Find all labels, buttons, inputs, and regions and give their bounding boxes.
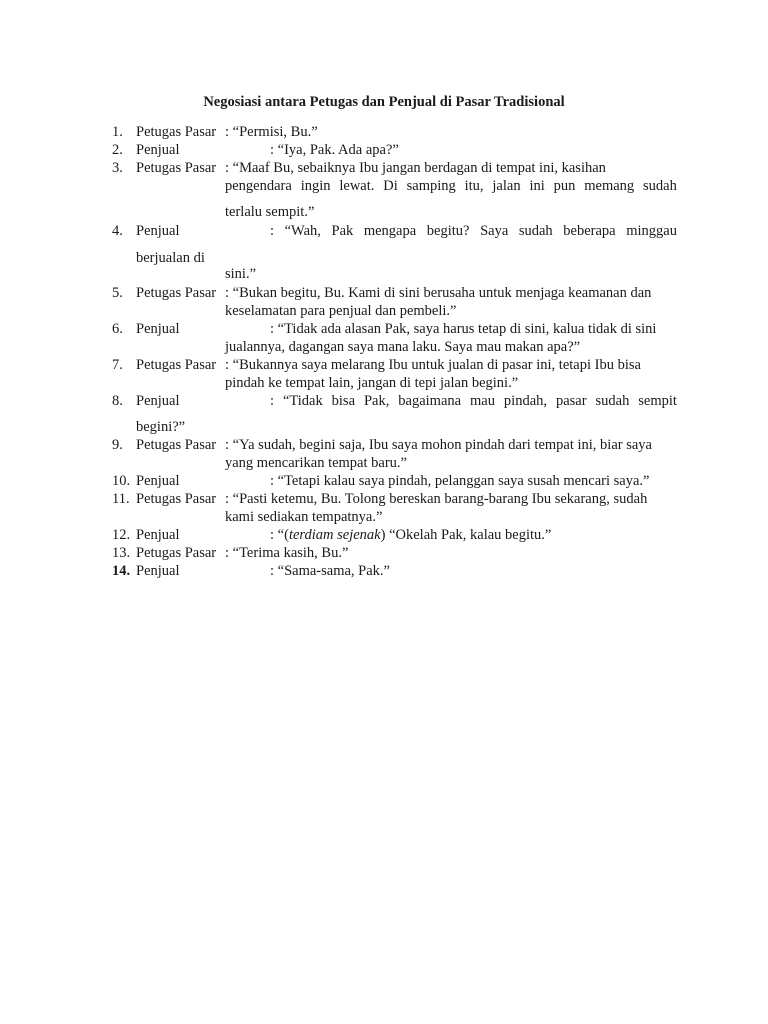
dialogue-text: : “Tidak ada alasan Pak, saya harus tetap di sini, kalua tidak di sini [270, 321, 657, 337]
speaker-label: Petugas Pasar [136, 357, 217, 373]
item-number: 1. [112, 124, 123, 140]
dialogue-text: kami sediakan tempatnya.” [225, 509, 383, 525]
speaker-label: Petugas Pasar [136, 124, 217, 140]
dialogue-text: pengendara ingin lewat. Di samping itu, jalan ini pun memang sudah [225, 178, 677, 194]
dialogue-text: : “Tidak bisa Pak, bagaimana mau pindah, pasar sudah sempit [270, 393, 677, 409]
item-number: 8. [112, 393, 123, 409]
dialogue-text: : “Pasti ketemu, Bu. Tolong bereskan barang-barang Ibu sekarang, sudah [225, 491, 648, 507]
speaker-label: Penjual [136, 527, 180, 543]
speaker-label: Petugas Pasar [136, 160, 217, 176]
dialogue-text: : “Terima kasih, Bu.” [225, 545, 349, 561]
item-number: 2. [112, 142, 123, 158]
dialogue-rest: ) “Okelah Pak, kalau begitu.” [380, 527, 552, 543]
item-number: 5. [112, 285, 123, 301]
speaker-label: Penjual [136, 321, 180, 337]
speaker-label: Petugas Pasar [136, 437, 217, 453]
dialogue-text: begini?” [136, 419, 186, 435]
speaker-label: Petugas Pasar [136, 491, 217, 507]
stage-direction: terdiam sejenak [288, 527, 381, 543]
dialogue-text: : “Permisi, Bu.” [225, 124, 318, 140]
speaker-label: Penjual [136, 393, 180, 409]
dialogue-text: yang mencarikan tempat baru.” [225, 455, 407, 471]
dialogue-text: berjualan di [136, 250, 205, 266]
dialogue-text: : “(terdiam sejenak) “Okelah Pak, kalau begitu.” [270, 527, 552, 543]
dialogue-text: : “Ya sudah, begini saja, Ibu saya mohon pindah dari tempat ini, biar saya [225, 437, 652, 453]
dialogue-text: pindah ke tempat lain, jangan di tepi jalan begini.” [225, 375, 519, 391]
item-number: 7. [112, 357, 123, 373]
speaker-label: Penjual [136, 473, 180, 489]
dialogue-text: terlalu sempit.” [225, 204, 315, 220]
speaker-label: Penjual [136, 142, 180, 158]
speaker-label: Penjual [136, 563, 180, 579]
dialogue-text: : “Maaf Bu, sebaiknya Ibu jangan berdagan di tempat ini, kasihan [225, 160, 606, 176]
dialogue-text: : “Bukannya saya melarang Ibu untuk jualan di pasar ini, tetapi Ibu bisa [225, 357, 641, 373]
item-number: 10. [112, 473, 131, 489]
item-number: 14. [112, 563, 131, 579]
item-number: 9. [112, 437, 123, 453]
item-number: 4. [112, 223, 123, 239]
speaker-label: Petugas Pasar [136, 285, 217, 301]
dialogue-text: : “Wah, Pak mengapa begitu? Saya sudah beberapa minggau [270, 223, 677, 239]
dialogue-text: : “Bukan begitu, Bu. Kami di sini berusaha untuk menjaga keamanan dan [225, 285, 652, 301]
dialogue-text: sini.” [225, 266, 257, 282]
item-number: 3. [112, 160, 123, 176]
item-number: 13. [112, 545, 131, 561]
item-number: 11. [112, 491, 130, 507]
dialogue-text: : “Tetapi kalau saya pindah, pelanggan saya susah mencari saya.” [270, 473, 650, 489]
item-number: 6. [112, 321, 123, 337]
speaker-label: Petugas Pasar [136, 545, 217, 561]
dialogue-text: keselamatan para penjual dan pembeli.” [225, 303, 457, 319]
item-number: 12. [112, 527, 131, 543]
dialogue-text: jualannya, dagangan saya mana laku. Saya mau makan apa?” [225, 339, 581, 355]
dialogue-text: : “Iya, Pak. Ada apa?” [270, 142, 399, 158]
document-title: Negosiasi antara Petugas dan Penjual di Pasar Tradisional [203, 94, 565, 110]
dialogue-text: : “Sama-sama, Pak.” [270, 563, 390, 579]
dialogue-open: : “ [270, 527, 285, 543]
speaker-label: Penjual [136, 223, 180, 239]
